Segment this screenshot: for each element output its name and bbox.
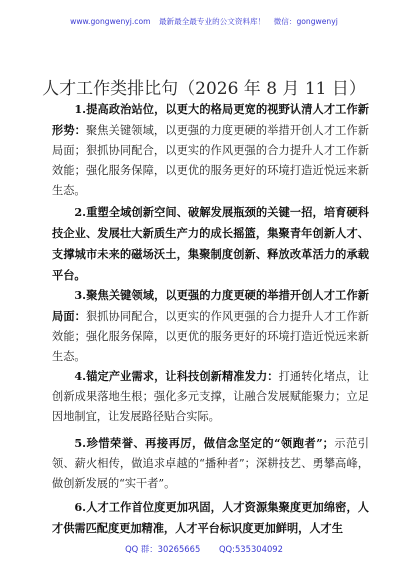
site-header bbox=[0, 16, 408, 27]
paragraph-4 bbox=[52, 366, 369, 427]
paragraph-2-lead: 2.重塑全域创新空间、破解发展瓶颈的关键一招，培育硬科技企业、发展壮大新质生产力的成长摇篮，集聚青年创新人才、支撑城市未来的磁场沃土，集聚制度创新、释放改革活力的承载平台。 bbox=[52, 205, 369, 282]
site-slogan: 最新最全最专业的公文资料库！ bbox=[158, 17, 266, 26]
paragraph-6 bbox=[52, 497, 369, 539]
paragraph-3-body: 狠抓协同配合，以更实的作风更强的合力提升人才工作新效能；强化服务保障，以更优的服务更好的环境打造近悦远来新生态。 bbox=[52, 310, 369, 363]
paragraph-3 bbox=[52, 285, 369, 367]
footer-qq-group: QQ 群：30265665 bbox=[125, 544, 201, 554]
paragraph-5-body: 示范引领、薪火相传，做追求卓越的“播种者”；深耕技艺、勇攀高峰，做创新发展的“实干者”。 bbox=[52, 437, 369, 490]
site-wechat: 微信：gongwenyj bbox=[273, 17, 338, 26]
paragraph-1-body: 聚焦关键领域，以更强的力度更硬的举措开创人才工作新局面；狠抓协同配合，以更实的作风更强的合力提升人才工作新效能；强化服务保障，以更优的服务更好的环境打造近悦远来新生态。 bbox=[52, 124, 369, 197]
paragraph-2 bbox=[52, 202, 369, 286]
site-footer bbox=[0, 543, 408, 555]
footer-qq: QQ:535304092 bbox=[218, 544, 283, 554]
paragraph-3-lead: 3.聚焦关键领域，以更强的力度更硬的举措开创人才工作新局面： bbox=[52, 288, 369, 323]
paragraph-4-body: 打通转化堵点，让创新成果落地生根；强化多元支撑，让融合发展赋能聚力；立足因地制宜，让发展路径贴合实际。 bbox=[52, 370, 369, 423]
site-url[interactable]: www.gongwenyj.com bbox=[70, 17, 151, 26]
paragraph-5-lead: 5.珍惜荣誉、再接再厉，做信念坚定的“领跑者”； bbox=[74, 436, 334, 450]
paragraph-6-lead: 6.人才工作首位度更加巩固，人才资源集聚度更加绵密，人才供需匹配度更加精准，人才平台标识度更加鲜明，人才生 bbox=[52, 500, 369, 535]
paragraph-4-lead: 4.锚定产业需求，让科技创新精准发力： bbox=[74, 369, 279, 383]
document-title: 人才工作类排比句（2026 年 8 月 11 日） bbox=[42, 79, 366, 99]
paragraph-1 bbox=[52, 99, 369, 201]
paragraph-1-lead: 1.提高政治站位，以更大的格局更宽的视野认清人才工作新形势： bbox=[52, 102, 369, 137]
paragraph-5 bbox=[52, 433, 369, 494]
